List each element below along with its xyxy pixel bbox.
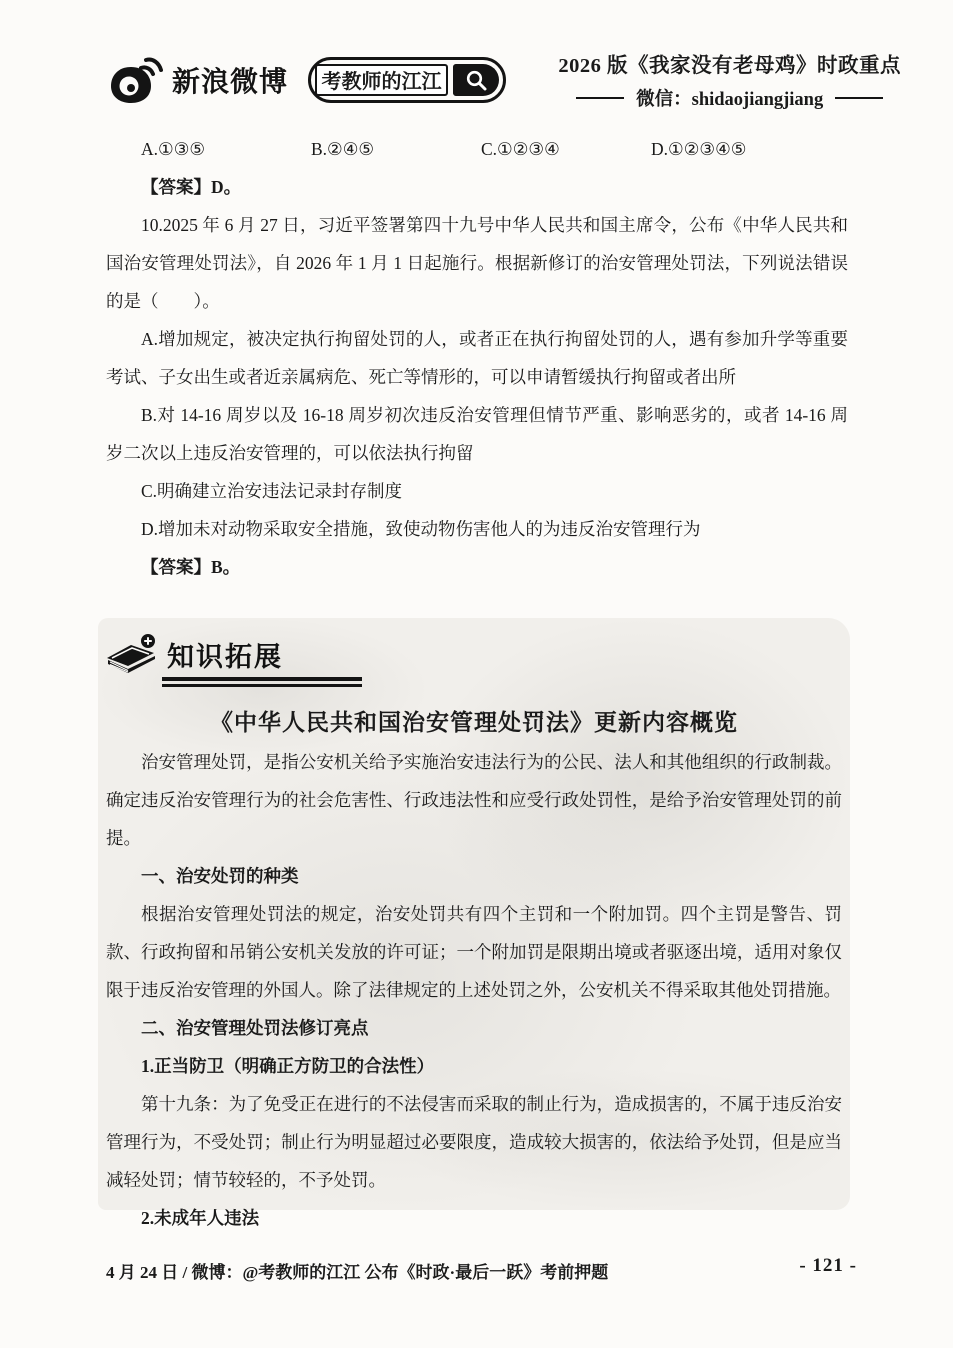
wechat-line <box>558 85 901 111</box>
option-c: C.①②③④ <box>481 139 560 159</box>
quiz-section <box>106 130 848 586</box>
knowledge-badge-label: 知识拓展 <box>167 641 283 672</box>
weibo-logo-icon <box>108 55 164 105</box>
page-header <box>108 48 901 111</box>
knowledge-heading-1: 一、治安处罚的种类 <box>141 866 299 886</box>
weibo-brand-name: 新浪微博 <box>172 65 289 97</box>
knowledge-paragraph-1: 根据治安管理处罚法的规定，治安处罚共有四个主罚和一个附加罚。四个主罚是警告、罚款、行政拘留和吊销公安机关发放的许可证；一个附加罚是限期出境或者驱逐出境，适用对象仅限于违反治安管理的外国人。除了法律规定的上述处罚之外，公安机关不得采取其他处罚措施。 <box>106 904 842 1000</box>
option-b: B.②④⑤ <box>311 139 375 159</box>
edition-header <box>558 48 901 111</box>
choice-c: C.明确建立治安违法记录封存制度 <box>141 481 403 501</box>
option-d: D.①②③④⑤ <box>651 139 747 159</box>
footer-credit: 4 月 24 日 / 微博：@考教师的江江 公布《时政·最后一跃》考前押题 <box>106 1263 609 1282</box>
answer-line: 【答案】B。 <box>141 557 241 577</box>
edition-title: 2026 版《我家没有老母鸡》时政重点 <box>558 55 901 77</box>
search-icon <box>453 64 499 96</box>
option-a: A.①③⑤ <box>141 139 206 159</box>
choice-d: D.增加未对动物采取安全措施，致使动物伤害他人的为违反治安管理行为 <box>141 519 701 539</box>
knowledge-badge <box>106 628 842 680</box>
right-dash-rule <box>835 97 883 99</box>
page-number: - 121 - <box>799 1255 857 1276</box>
knowledge-intro: 治安管理处罚，是指公安机关给予实施治安违法行为的公民、法人和其他组织的行政制裁。确定违反治安管理行为的社会危害性、行政违法性和应受行政处罚性，是给予治安管理处罚的前提。 <box>106 752 842 848</box>
knowledge-paragraph-2: 第十九条：为了免受正在进行的不法侵害而采取的制止行为，造成损害的，不属于违反治安管理行为，不受处罚；制止行为明显超过必要限度，造成较大损害的，依法给予处罚，但是应当减轻处罚；情节较轻的，不予处罚。 <box>106 1094 842 1190</box>
knowledge-subheading-1: 1.正当防卫（明确正方防卫的合法性） <box>141 1056 435 1076</box>
left-dash-rule <box>576 97 624 99</box>
knowledge-subheading-2: 2.未成年人违法 <box>141 1208 260 1228</box>
knowledge-body <box>106 743 842 1237</box>
author-name-label: 考教师的江江 <box>315 64 448 96</box>
badge-double-underline <box>162 674 362 687</box>
knowledge-expansion-section <box>98 618 850 1228</box>
choice-b: B.对 14-16 周岁以及 16-18 周岁初次违反治安管理但情节严重、影响恶劣的，或者 14-16 周岁二次以上违反治安管理的，可以依法执行拘留 <box>106 405 848 463</box>
knowledge-heading-2: 二、治安管理处罚法修订亮点 <box>141 1018 369 1038</box>
choice-a: A.增加规定，被决定执行拘留处罚的人，或者正在执行拘留处罚的人，遇有参加升学等重要考试、子女出生或者近亲属病危、死亡等情形的，可以申请暂缓执行拘留或者出所 <box>106 329 848 387</box>
wechat-id: 微信：shidaojiangjiang <box>636 90 824 110</box>
question-10: 10.2025 年 6 月 27 日，习近平签署第四十九号中华人民共和国主席令，公布《中华人民共和国治安管理处罚法》，自 2026 年 1 月 1 日起施行。根据新修订的治安管理处罚法，下列说法错误的是（ ）。 <box>106 215 848 311</box>
weibo-brand <box>108 55 288 105</box>
options-row <box>106 130 848 168</box>
answer-line-previous: 【答案】D。 <box>141 177 242 197</box>
knowledge-title: 《中华人民共和国治安管理处罚法》更新内容概览 <box>210 710 738 735</box>
books-icon <box>106 632 158 676</box>
author-search-badge <box>308 57 506 103</box>
